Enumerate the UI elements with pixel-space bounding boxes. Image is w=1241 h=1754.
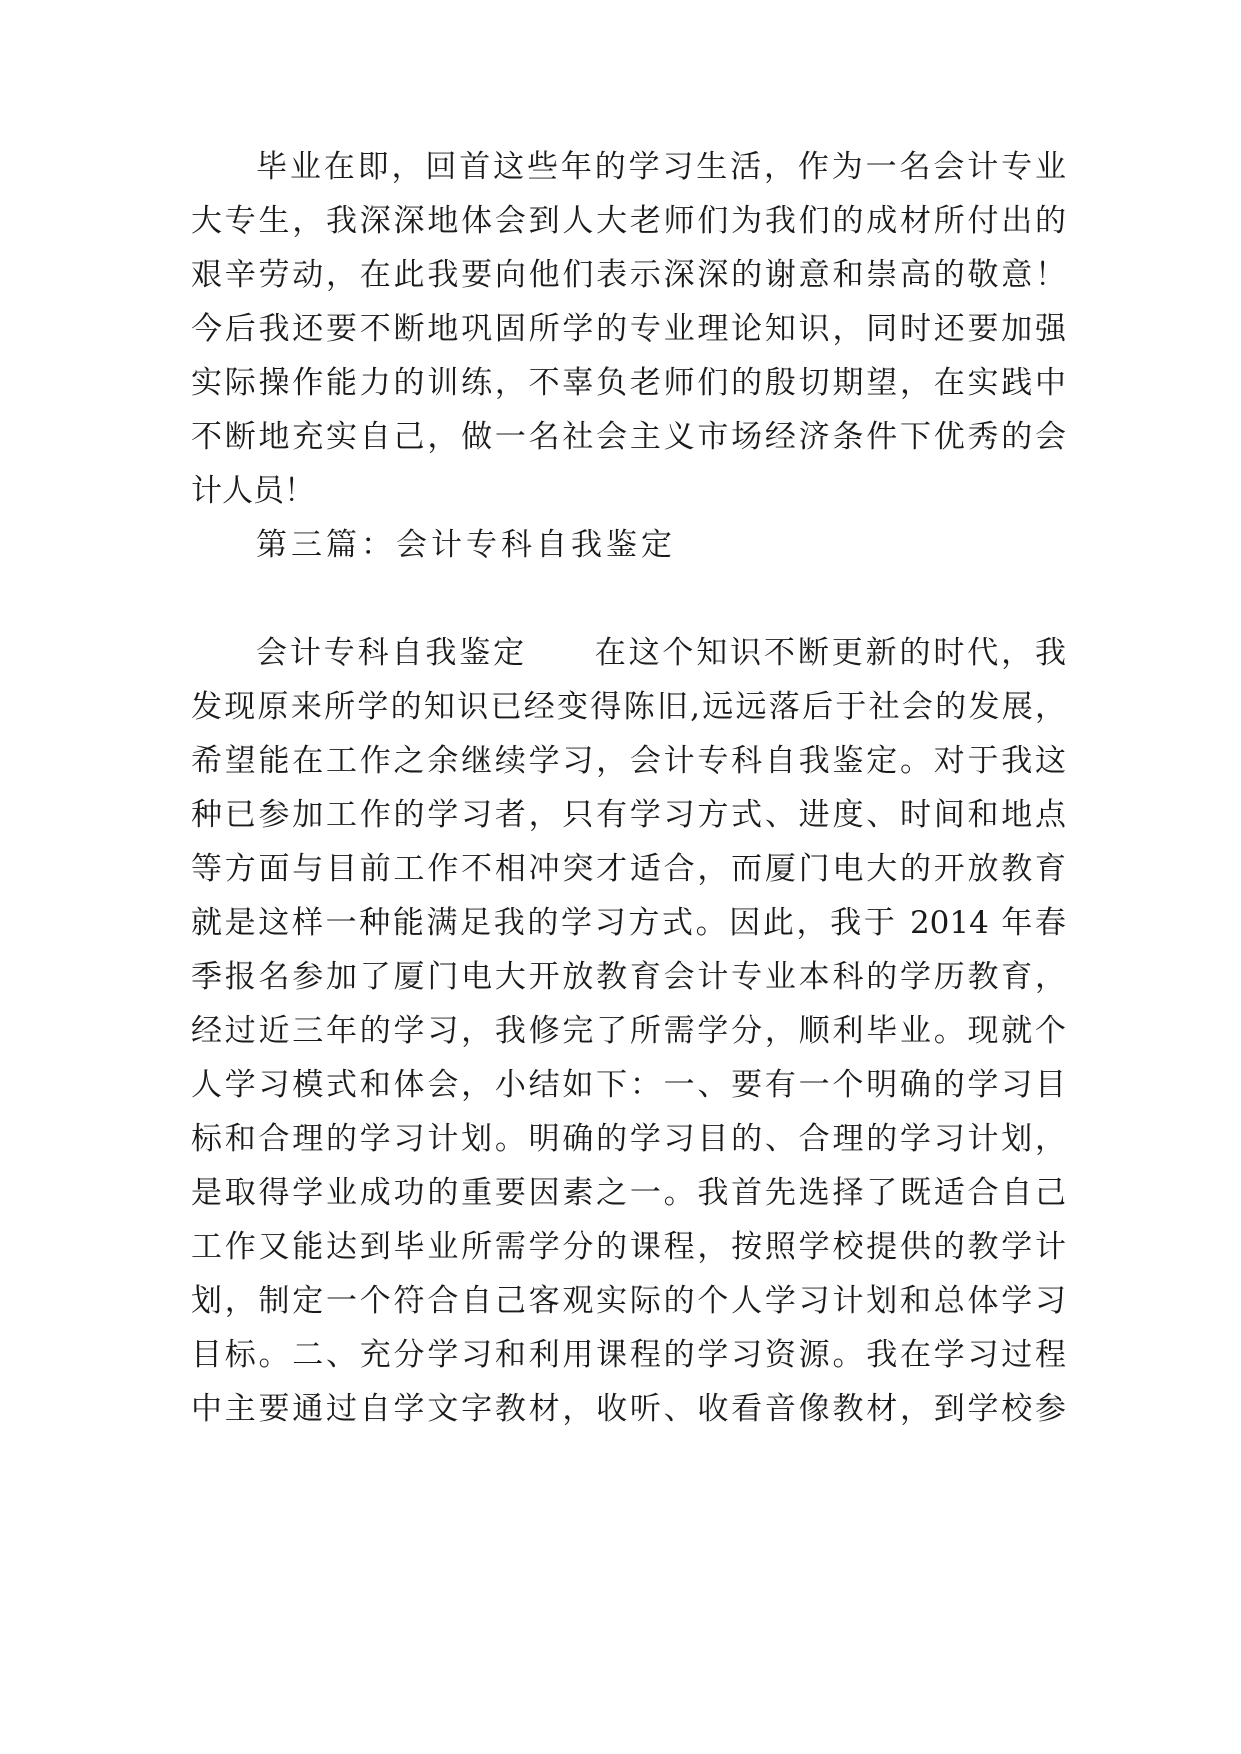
paragraph-2-line-4: 种已参加工作的学习者，只有学习方式、进度、时间和地点 [191, 797, 1066, 833]
paragraph-2-line-12: 工作又能达到毕业所需学分的课程，按照学校提供的教学计 [191, 1229, 1066, 1265]
paragraph-2-line-10: 标和合理的学习计划。明确的学习目的、合理的学习计划， [191, 1121, 1066, 1157]
paragraph-2-line-14: 目标。二、充分学习和利用课程的学习资源。我在学习过程 [191, 1337, 1066, 1373]
paragraph-2-line-5: 等方面与目前工作不相冲突才适合，而厦门电大的开放教育 [191, 851, 1066, 887]
paragraph-1-line-4: 今后我还要不断地巩固所学的专业理论知识，同时还要加强 [191, 311, 1066, 347]
paragraph-2-line-8: 经过近三年的学习，我修完了所需学分，顺利毕业。现就个 [191, 1013, 1066, 1049]
paragraph-2-line-3: 希望能在工作之余继续学习，会计专科自我鉴定。对于我这 [191, 743, 1066, 779]
paragraph-2-line-9: 人学习模式和体会，小结如下：一、要有一个明确的学习目 [191, 1067, 1066, 1103]
paragraph-2-line-7: 季报名参加了厦门电大开放教育会计专业本科的学历教育， [191, 959, 1066, 995]
paragraph-1-line-7: 计人员！ [191, 473, 315, 509]
paragraph-2-line-13: 划，制定一个符合自己客观实际的个人学习计划和总体学习 [191, 1283, 1066, 1319]
paragraph-1-line-2: 大专生，我深深地体会到人大老师们为我们的成材所付出的 [191, 203, 1066, 239]
paragraph-1-line-6: 不断地充实自己，做一名社会主义市场经济条件下优秀的会 [191, 419, 1066, 455]
paragraph-2-line-15: 中主要通过自学文字教材，收听、收看音像教材，到学校参 [191, 1391, 1066, 1427]
paragraph-2-line-2: 发现原来所学的知识已经变得陈旧,远远落后于社会的发展， [191, 689, 1066, 725]
paragraph-2-line-11: 是取得学业成功的重要因素之一。我首先选择了既适合自己 [191, 1175, 1066, 1211]
paragraph-2-line-6: 就是这样一种能满足我的学习方式。因此，我于 2014 年春 [191, 905, 1066, 941]
paragraph-1-line-3: 艰辛劳动，在此我要向他们表示深深的谢意和崇高的敬意！ [191, 257, 1066, 293]
paragraph-1-line-1: 毕业在即，回首这些年的学习生活，作为一名会计专业 [256, 149, 1066, 185]
paragraph-1-line-5: 实际操作能力的训练，不辜负老师们的殷切期望，在实践中 [191, 365, 1066, 401]
paragraph-2-line-1: 会计专科自我鉴定 在这个知识不断更新的时代，我 [256, 635, 1066, 671]
section-heading: 第三篇：会计专科自我鉴定 [256, 527, 676, 563]
